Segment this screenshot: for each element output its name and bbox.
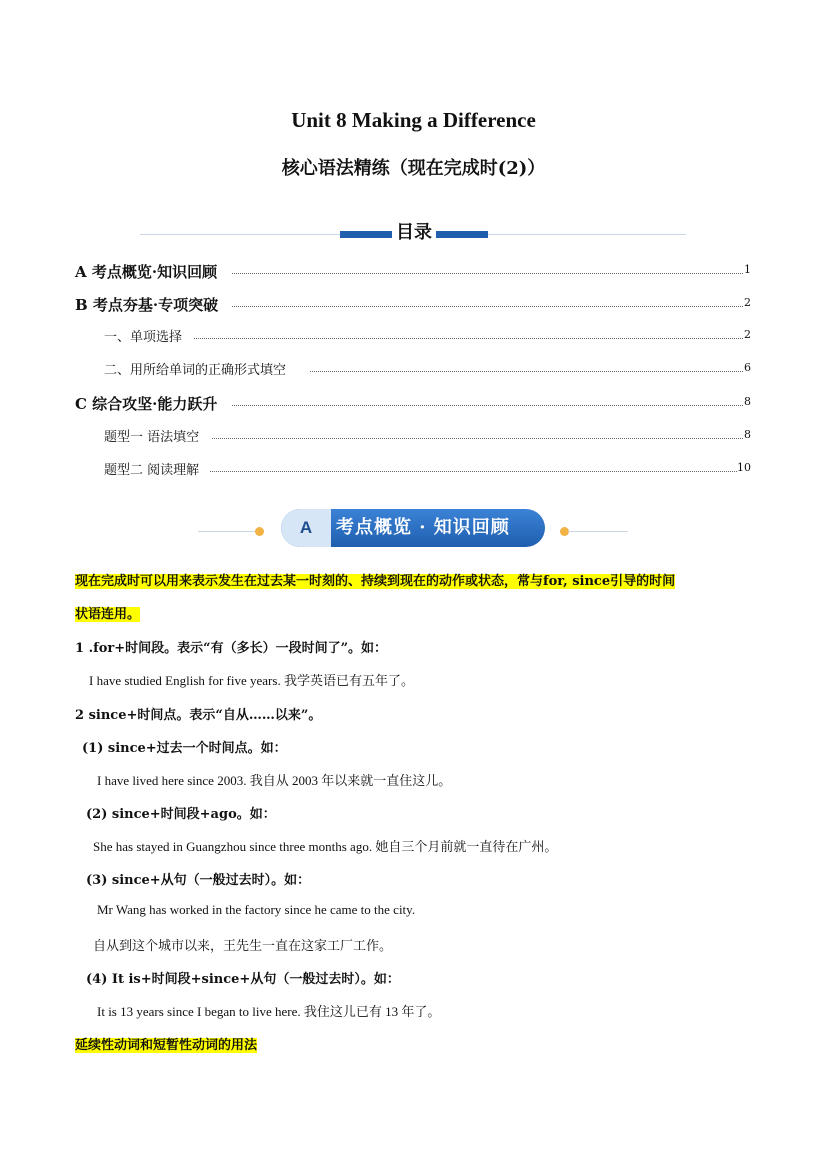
toc-entry-page: 6 bbox=[744, 361, 751, 374]
rule-2-4-heading: (4) It is+时间段+since+从句（一般过去时）。如： bbox=[86, 972, 400, 987]
rule-2-1-example: I have lived here since 2003. 我自从 2003 年以来就一直住这儿。 bbox=[97, 773, 452, 788]
banner-dot-left bbox=[255, 527, 264, 536]
rule-1-example: I have studied English for five years. 我学英语已有五年了。 bbox=[89, 673, 414, 688]
toc-bar-left bbox=[340, 231, 392, 238]
toc-entry-page: 1 bbox=[744, 263, 751, 276]
rule-2-4-example: It is 13 years since I began to live here. 我住这儿已有 13 年了。 bbox=[97, 1004, 441, 1019]
toc-entry-label: C 综合攻坚·能力跃升 bbox=[75, 395, 218, 413]
toc-entry-label: 二、用所给单词的正确形式填空 bbox=[104, 359, 288, 378]
toc-entry-label: 题型二 阅读理解 bbox=[104, 459, 201, 478]
section-letter-badge: A bbox=[281, 509, 331, 547]
section-2-title bbox=[75, 1034, 257, 1053]
toc-leader bbox=[232, 273, 743, 274]
rule-2-3-example-en: Mr Wang has worked in the factory since he came to the city. bbox=[97, 902, 416, 917]
toc-entry-c[interactable] bbox=[0, 393, 827, 413]
document-title: Unit 8 Making a Difference bbox=[291, 108, 536, 132]
rule-2-2-example: She has stayed in Guangzhou since three months ago. 她自三个月前就一直待在广州。 bbox=[93, 839, 558, 854]
rule-2-heading: 2 since+时间点。表示“自从……以来”。 bbox=[75, 708, 322, 723]
toc-entry-b1[interactable] bbox=[0, 326, 827, 346]
toc-entry-label: B 考点夯基·专项突破 bbox=[75, 296, 219, 314]
intro-line-2 bbox=[75, 603, 140, 622]
toc-entry-label: 题型一 语法填空 bbox=[104, 426, 201, 445]
toc-rule-left bbox=[140, 234, 340, 235]
section-banner-title: 考点概览 · 知识回顾 bbox=[336, 517, 510, 538]
toc-entry-page: 2 bbox=[744, 328, 751, 341]
toc-heading: 目录 bbox=[396, 222, 432, 243]
rule-2-1-heading: (1) since+过去一个时间点。如： bbox=[82, 741, 287, 756]
rule-2-3-heading: (3) since+从句（一般过去时）。如： bbox=[86, 873, 311, 888]
toc-entry-b[interactable] bbox=[0, 294, 827, 314]
toc-entry-label: 一、单项选择 bbox=[104, 326, 184, 345]
toc-entry-b2[interactable] bbox=[0, 359, 827, 379]
intro-line-1 bbox=[75, 570, 675, 589]
toc-rule-right bbox=[488, 234, 686, 235]
toc-entry-label: A 考点概览·知识回顾 bbox=[75, 263, 218, 281]
toc-entry-page: 2 bbox=[744, 296, 751, 309]
highlighted-text: 延续性动词和短暂性动词的用法 bbox=[75, 1038, 258, 1053]
rule-1-heading: 1 .for+时间段。表示“有（多长）一段时间了”。如： bbox=[75, 641, 388, 656]
highlighted-text: 状语连用。 bbox=[75, 607, 141, 622]
toc-leader bbox=[232, 405, 743, 406]
banner-rule-right bbox=[568, 531, 628, 532]
toc-bar-right bbox=[436, 231, 488, 238]
toc-entry-c1[interactable] bbox=[0, 426, 827, 446]
toc-leader bbox=[310, 371, 743, 372]
toc-leader bbox=[212, 438, 743, 439]
toc-leader bbox=[232, 306, 743, 307]
toc-entry-page: 8 bbox=[744, 395, 751, 408]
highlighted-text: 现在完成时可以用来表示发生在过去某一时刻的、持续到现在的动作或状态，常与for, since引导的时间 bbox=[75, 574, 676, 589]
toc-entry-page: 8 bbox=[744, 428, 751, 441]
banner-rule-left bbox=[198, 531, 258, 532]
toc-entry-a[interactable] bbox=[0, 261, 827, 281]
toc-entry-c2[interactable] bbox=[0, 459, 827, 479]
toc-entry-page: 10 bbox=[737, 461, 751, 474]
toc-leader bbox=[194, 338, 743, 339]
document-subtitle: 核心语法精练（现在完成时(2)） bbox=[281, 158, 546, 179]
rule-2-2-heading: (2) since+时间段+ago。如： bbox=[86, 807, 276, 822]
rule-2-3-example-zh: 自从到这个城市以来，王先生一直在这家工厂工作。 bbox=[93, 939, 393, 954]
toc-leader bbox=[210, 471, 737, 472]
